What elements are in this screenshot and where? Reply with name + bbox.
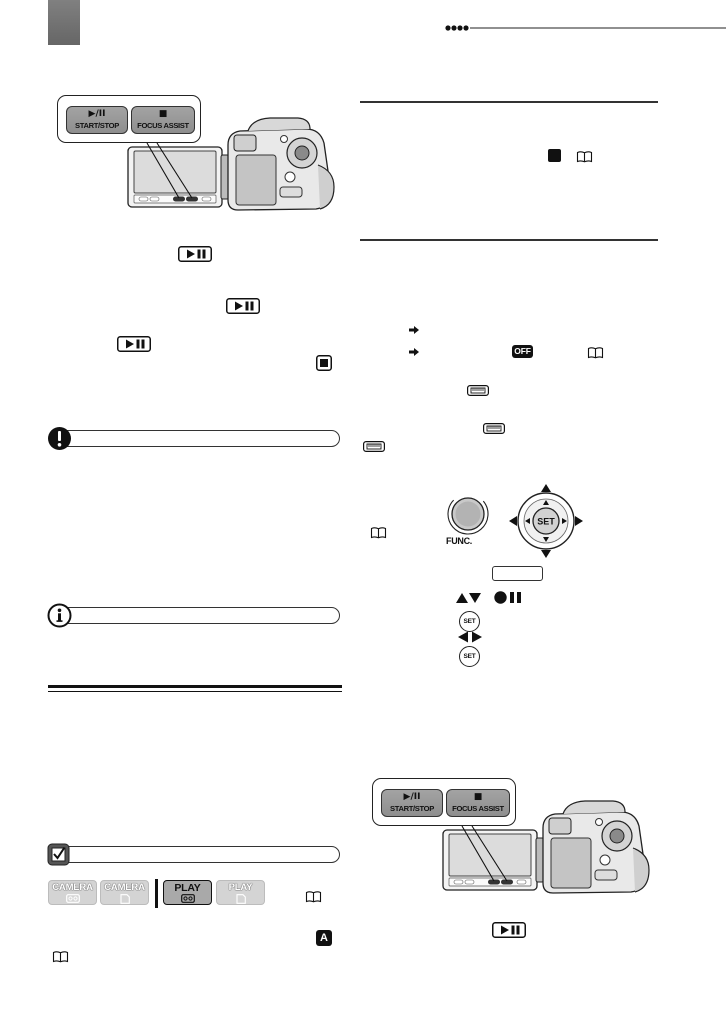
important-notes-bar [60,430,340,447]
blank-button-icon [492,566,543,581]
play-pause-icon [117,336,151,352]
set-button-icon: SET [459,611,480,632]
tape-icon [66,894,80,903]
tape-icon [181,894,195,903]
start-stop-button [66,106,128,134]
play-pause-symbol: ▶/II [403,792,421,802]
func-button-icon [444,492,492,536]
left-right-arrows-icon [457,631,483,643]
book-icon [576,150,593,163]
joystick-icon [500,478,592,564]
rear-panel [236,155,276,205]
stop-symbol: ■ [158,109,168,119]
off-badge: OFF [512,345,533,358]
auto-badge-icon: A [316,930,332,946]
camcorder-handle [563,801,625,814]
stop-icon [548,149,561,162]
mode-label: PLAY [228,882,253,893]
book-icon [587,346,604,359]
camcorder-handle [248,118,310,131]
button-callout [372,778,516,826]
viewfinder [549,818,571,834]
start-stop-label: START/STOP [75,121,119,130]
notes-info-bar [60,607,340,624]
arrow-right-icon [409,348,419,356]
mode-label: CAMERA [104,882,145,893]
func-label: FUNC. [446,536,472,546]
mode-label: PLAY [174,882,201,894]
book-icon [52,950,69,963]
grip-strap [633,848,649,892]
record-pause-icon [494,591,530,604]
play-pause-symbol: ▶/II [88,109,106,119]
joystick-set-label: SET [537,516,555,527]
section-rule [360,101,658,103]
exclamation-icon [47,426,72,451]
stop-icon [316,355,332,371]
connector-icon [363,441,385,452]
card-icon [120,894,130,904]
four-dots-icon [443,23,726,33]
connector-icon [467,385,489,396]
arrow-right-icon [409,326,419,334]
book-icon [305,890,322,903]
button-callout [57,95,201,143]
mode-play-tape [163,880,212,905]
focus-assist-button [131,106,195,134]
connector-icon [483,423,505,434]
focus-assist-label: FOCUS ASSIST [137,121,189,130]
section-rule-thin [48,691,342,692]
checklist-icon [47,843,70,866]
viewfinder [234,135,256,151]
focus-assist-button [446,789,510,817]
mode-divider [155,879,158,908]
mode-label: CAMERA [52,882,93,893]
book-icon [370,526,387,539]
play-pause-icon [178,246,212,262]
mode-camera-tape [48,880,97,905]
operating-modes-bar [60,846,340,863]
section-tab [48,0,80,45]
rear-panel [551,838,591,888]
card-icon [236,894,246,904]
joystick-right-arrow [575,516,583,526]
mode-play-card [216,880,265,905]
up-down-arrows-icon [456,592,482,604]
info-icon [47,603,72,628]
joystick-left-arrow [509,516,517,526]
play-pause-icon [226,298,260,314]
focus-assist-label: FOCUS ASSIST [452,804,504,813]
start-stop-label: START/STOP [390,804,434,813]
play-pause-icon [492,922,526,938]
section-rule [360,239,658,241]
start-stop-button [381,789,443,817]
joystick-up-arrow [541,484,551,492]
section-rule-thick [48,685,342,688]
stop-symbol: ■ [473,792,483,802]
grip-strap [318,165,334,209]
set-button-icon: SET [459,646,480,667]
joystick-down-arrow [541,550,551,558]
mode-camera-card [100,880,149,905]
